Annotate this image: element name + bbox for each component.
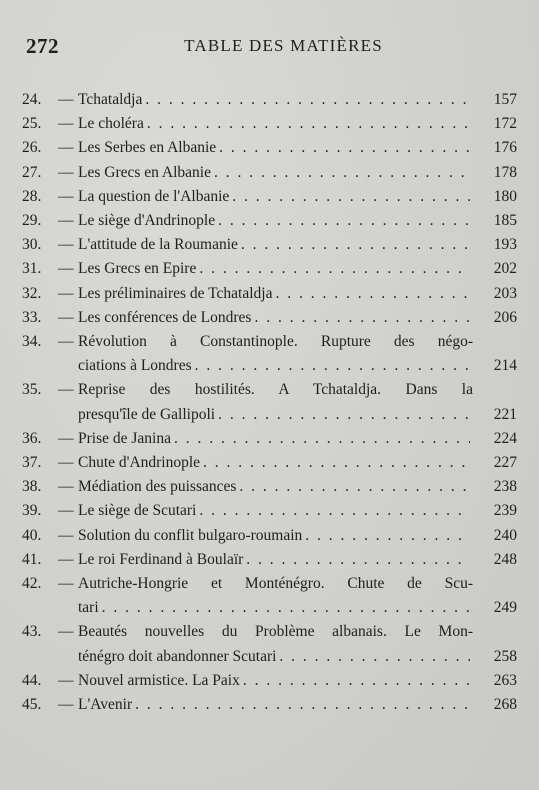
entry-title: La question de l'Albanie — [78, 187, 230, 205]
entry-title: Chute d'Andrinople — [78, 454, 201, 472]
entry-number: 26. — [22, 139, 42, 157]
toc-entry — [22, 548, 517, 572]
entry-page-number: 206 — [493, 308, 517, 326]
entry-title: Le siège de Scutari — [78, 502, 197, 520]
dot-leader — [195, 354, 470, 378]
toc-entry — [22, 572, 517, 620]
entry-number: 39. — [22, 502, 42, 520]
entry-title: Le siège d'Andrinople — [78, 212, 216, 230]
entry-dash: — — [58, 429, 74, 447]
dot-leader — [254, 306, 470, 330]
toc-entry — [22, 136, 517, 160]
toc-entry — [22, 185, 517, 209]
entry-dash: — — [58, 284, 74, 302]
entry-title: L'Avenir — [78, 696, 133, 714]
entry-title: Beautés nouvelles du Problème albanais. Le Mon- — [78, 623, 473, 641]
entry-title: presqu'île de Gallipoli — [78, 405, 216, 423]
entry-dash: — — [58, 502, 74, 520]
entry-number: 43. — [22, 623, 42, 641]
toc-entry — [22, 524, 517, 548]
entry-title: ciations à Londres — [78, 357, 192, 375]
entry-dash: — — [58, 91, 74, 108]
entry-title: Les préliminaires de Tchataldja — [78, 284, 273, 302]
entry-page-number: 185 — [493, 212, 517, 230]
entry-page-number: 239 — [493, 502, 517, 520]
entry-dash: — — [58, 671, 74, 689]
toc-entry — [22, 257, 517, 281]
entry-title: Tchataldja — [78, 91, 143, 108]
entry-number: 25. — [22, 115, 42, 133]
entry-dash: — — [58, 236, 74, 254]
entry-title: Autriche-Hongrie et Monténégro. Chute de Scu- — [78, 575, 473, 593]
entry-dash: — — [58, 308, 74, 326]
toc-entry — [22, 427, 517, 451]
entry-number: 24. — [22, 91, 42, 108]
entry-page-number: 248 — [493, 550, 517, 568]
entry-page-number: 157 — [493, 91, 517, 108]
entry-dash: — — [58, 550, 74, 568]
entry-number: 37. — [22, 454, 42, 472]
dot-leader — [305, 524, 470, 548]
toc-entry — [22, 306, 517, 330]
toc-entry — [22, 88, 517, 112]
entry-number: 40. — [22, 526, 42, 544]
dot-leader — [147, 112, 470, 136]
entry-title: tari — [78, 599, 99, 617]
entry-number: 31. — [22, 260, 42, 278]
dot-leader — [145, 88, 470, 112]
dot-leader — [219, 136, 470, 160]
entry-page-number: 258 — [493, 647, 517, 665]
toc-entry — [22, 233, 517, 257]
entry-page-number: 193 — [493, 236, 517, 254]
entry-number: 28. — [22, 187, 42, 205]
entry-page-number: 268 — [493, 696, 517, 714]
entry-page-number: 178 — [493, 163, 517, 181]
entry-title: Les conférences de Londres — [78, 308, 252, 326]
entry-title: ténégro doit abandonner Scutari — [78, 647, 277, 665]
entry-title: Les Grecs en Epire — [78, 260, 197, 278]
entry-dash: — — [58, 333, 74, 351]
entry-dash: — — [58, 260, 74, 278]
dot-leader — [174, 427, 470, 451]
entry-dash: — — [58, 454, 74, 472]
dot-leader — [214, 161, 470, 185]
table-of-contents — [22, 88, 517, 717]
entry-number: 42. — [22, 575, 42, 593]
entry-number: 30. — [22, 236, 42, 254]
entry-page-number: 238 — [493, 478, 517, 496]
toc-entry — [22, 475, 517, 499]
entry-page-number: 263 — [493, 671, 517, 689]
entry-page-number: 240 — [493, 526, 517, 544]
toc-entry — [22, 499, 517, 523]
entry-title: Nouvel armistice. La Paix — [78, 671, 240, 689]
toc-entry — [22, 209, 517, 233]
toc-entry — [22, 330, 517, 378]
entry-page-number: 214 — [493, 357, 517, 375]
entry-title: Le choléra — [78, 115, 144, 133]
entry-title: Prise de Janina — [78, 429, 171, 447]
toc-entry — [22, 161, 517, 185]
toc-entry — [22, 669, 517, 693]
dot-leader — [199, 499, 470, 523]
toc-entry — [22, 451, 517, 475]
page-number: 272 — [26, 34, 59, 58]
entry-dash: — — [58, 478, 74, 496]
entry-page-number: 172 — [493, 115, 517, 133]
entry-title: Les Serbes en Albanie — [78, 139, 217, 157]
entry-dash: — — [58, 381, 74, 399]
toc-entry — [22, 378, 517, 426]
entry-number: 44. — [22, 671, 42, 689]
entry-title: Médiation des puissances — [78, 478, 237, 496]
toc-entry — [22, 693, 517, 717]
entry-title: Le roi Ferdinand à Boulaïr — [78, 550, 244, 568]
entry-dash: — — [58, 187, 74, 205]
entry-dash: — — [58, 212, 74, 230]
entry-dash: — — [58, 575, 74, 593]
toc-entry — [22, 112, 517, 136]
entry-number: 35. — [22, 381, 42, 399]
entry-number: 34. — [22, 333, 42, 351]
entry-number: 41. — [22, 550, 42, 568]
entry-dash: — — [58, 163, 74, 181]
entry-page-number: 202 — [493, 260, 517, 278]
dot-leader — [102, 596, 470, 620]
entry-dash: — — [58, 526, 74, 544]
dot-leader — [135, 693, 470, 717]
entry-dash: — — [58, 139, 74, 157]
entry-page-number: 221 — [493, 405, 517, 423]
entry-number: 29. — [22, 212, 42, 230]
entry-title: L'attitude de la Roumanie — [78, 236, 238, 254]
entry-dash: — — [58, 115, 74, 133]
entry-number: 32. — [22, 284, 42, 302]
entry-page-number: 227 — [493, 454, 517, 472]
dot-leader — [275, 282, 470, 306]
entry-number: 45. — [22, 696, 42, 714]
entry-number: 38. — [22, 478, 42, 496]
entry-title: Les Grecs en Albanie — [78, 163, 211, 181]
entry-title: Solution du conflit bulgaro-roumain — [78, 526, 303, 544]
entry-number: 36. — [22, 429, 42, 447]
dot-leader — [241, 233, 470, 257]
dot-leader — [239, 475, 470, 499]
entry-number: 27. — [22, 163, 42, 181]
entry-number: 33. — [22, 308, 42, 326]
dot-leader — [218, 403, 470, 427]
running-title: TABLE DES MATIÈRES — [184, 36, 383, 55]
entry-page-number: 176 — [493, 139, 517, 157]
dot-leader — [232, 185, 470, 209]
entry-page-number: 224 — [493, 429, 517, 447]
dot-leader — [243, 669, 470, 693]
toc-entry — [22, 282, 517, 306]
entry-title: Révolution à Constantinople. Rupture des négo- — [78, 333, 473, 351]
entry-page-number: 180 — [493, 187, 517, 205]
toc-entry — [22, 620, 517, 668]
dot-leader — [203, 451, 470, 475]
entry-page-number: 203 — [493, 284, 517, 302]
dot-leader — [218, 209, 470, 233]
dot-leader — [199, 257, 470, 281]
entry-dash: — — [58, 696, 74, 714]
entry-title: Reprise des hostilités. A Tchataldja. Dans la — [78, 381, 473, 399]
dot-leader — [246, 548, 470, 572]
entry-page-number: 249 — [493, 599, 517, 617]
dot-leader — [279, 645, 470, 669]
page-header — [22, 34, 515, 60]
entry-dash: — — [58, 623, 74, 641]
